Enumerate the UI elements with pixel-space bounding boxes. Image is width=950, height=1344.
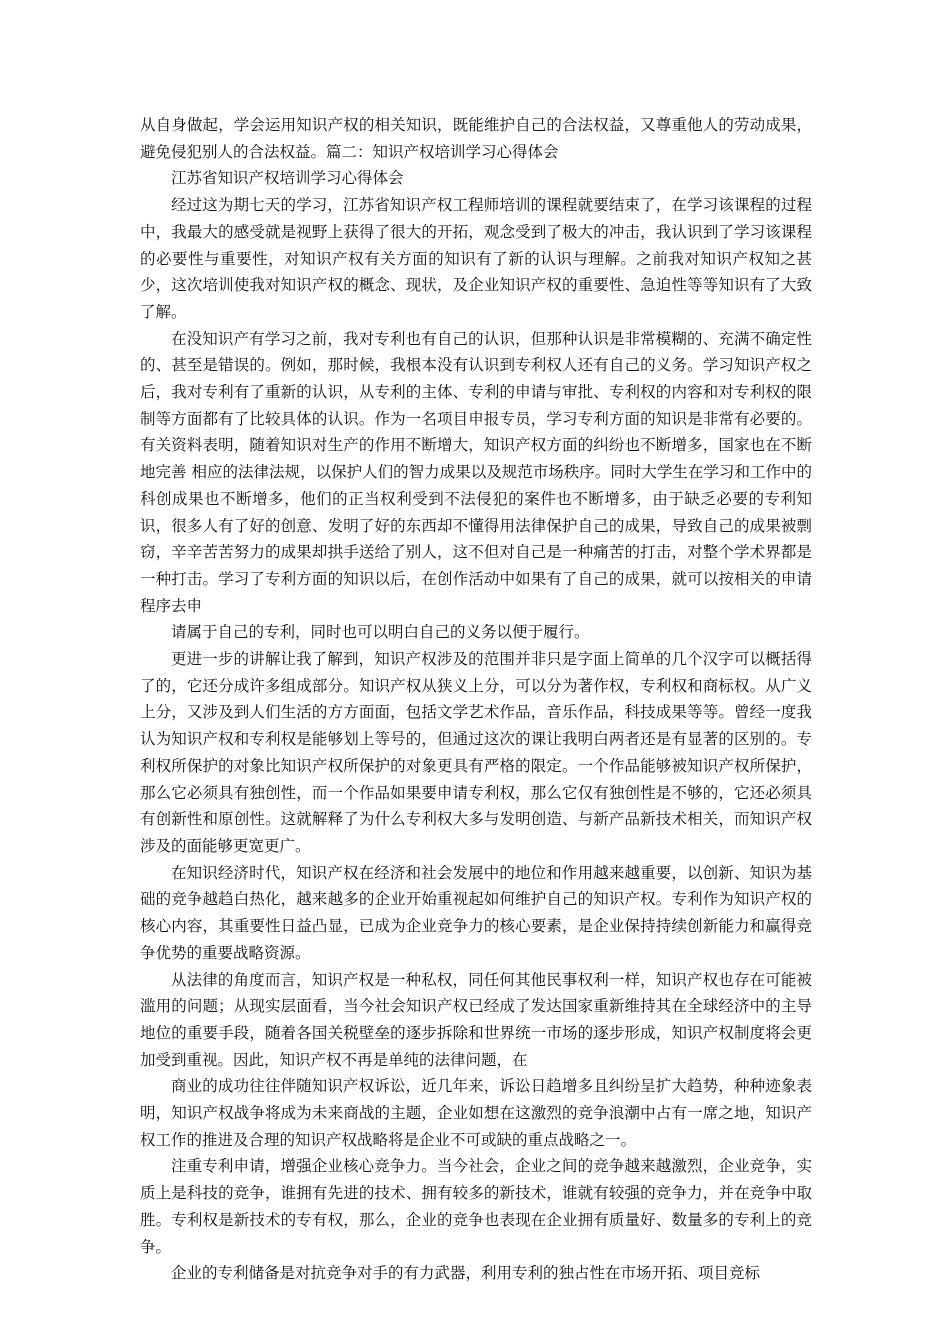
paragraph-9: 商业的成功往往伴随知识产权诉讼，近几年来，诉讼日趋增多且纠纷呈扩大趋势，种种迹象表明，知识产权战争将成为未来商战的主题，企业如想在这激烈的竞争浪潮中占有一席之地，知识产权工作的推进及合理的知识产权战略将是企业不可或缺的重点战略之一。 bbox=[140, 1077, 812, 1149]
paragraph-11: 企业的专利储备是对抗竞争对手的有力武器，利用专利的独占性在市场开拓、项目竞标 bbox=[171, 1264, 761, 1283]
paragraph-5: 请属于自己的专利，同时也可以明白自己的义务以便于履行。 bbox=[171, 623, 590, 642]
paragraph-4: 在没知识产有学习之前，我对专利也有自己的认识，但那种认识是非常模糊的、充满不确定性的、甚至是错误的。例如，那时候，我根本没有认识到专利权人还有自己的义务。学习知识产权之后，我对专利有了重新的认识，从专利的主体、专利的申请与审批、专利权的内容和对专利权的限制等方面都有了比较具体的认识。作为一名项目申报专员，学习专利方面的知识是非常有必要的。有关资料表明，随着知识对生产的作用不断增大，知识产权方面的纠纷也不断增多，国家也在不断地完善 相应的法律法规，以保护人们的智力成果以及规范市场秩序。同时大学生在学习和工作中的科创成果也不断增多，他们的正当权利受到不法侵犯的案件也不断增多，由于缺乏必要的专利知识，很多人有了好的创意、发明了好的东西却不懂得用法律保护自己的成果，导致自己的成果被剽窃，辛辛苦苦努力的成果却拱手送给了别人，这不但对自己是一种痛苦的打击，对整个学术界都是一种打击。学习了专利方面的知识以后，在创作活动中如果有了自己的成果，就可以按相关的申请程序去申 bbox=[140, 329, 812, 615]
paragraph-1: 从自身做起，学会运用知识产权的相关知识，既能维护自己的合法权益，又尊重他人的劳动成果，避免侵犯别人的合法权益。篇二：知识产权培训学习心得体会 bbox=[140, 116, 812, 161]
paragraph-7: 在知识经济时代，知识产权在经济和社会发展中的地位和作用越来越重要，以创新、知识为基础的竞争越趋白热化，越来越多的企业开始重视起如何维护自己的知识产权。专利作为知识产权的核心内容，其重要性日益凸显，已成为企业竞争力的核心要素，是企业保持持续创新能力和赢得竞争优势的重要战略资源。 bbox=[140, 863, 812, 962]
paragraph-6: 更进一步的讲解让我了解到，知识产权涉及的范围并非只是字面上简单的几个汉字可以概括得了的，它还分成许多组成部分。知识产权从狭义上分，可以分为著作权，专利权和商标权。从广义上分，又涉及到人们生活的方方面面，包括文学艺术作品，音乐作品，科技成果等等。曾经一度我认为知识产权和专利权是能够划上等号的，但通过这次的课让我明白两者还是有显著的区别的。专利权所保护的对象比知识产权所保护的对象更具有严格的限定。一个作品能够被知识产权所保护，那么它必须具有独创性，而一个作品如果要申请专利权，那么它仅有独创性是不够的，它还必须具有创新性和原创性。这就解释了为什么专利权大多与发明创造、与新产品新技术相关，而知识产权涉及的面能够更宽更广。 bbox=[140, 650, 812, 855]
paragraph-8: 从法律的角度而言，知识产权是一种私权，同任何其他民事权利一样，知识产权也存在可能被滥用的问题；从现实层面看，当今社会知识产权已经成了发达国家重新维持其在全球经济中的主导地位的重要手段，随着各国关税壁垒的逐步拆除和世界统一市场的逐步形成，知识产权制度将会更加受到重视。因此，知识产权不再是单纯的法律问题，在 bbox=[140, 970, 812, 1069]
paragraph-10: 注重专利申请，增强企业核心竞争力。当今社会，企业之间的竞争越来越激烈，企业竞争，实质上是科技的竞争，谁拥有先进的技术、拥有较多的新技术，谁就有较强的竞争力，并在竞争中取胜。专利权是新技术的专有权，那么，企业的竞争也表现在企业拥有质量好、数量多的专利上的竞争。 bbox=[140, 1157, 812, 1256]
paragraph-3: 经过这为期七天的学习，江苏省知识产权工程师培训的课程就要结束了，在学习该课程的过程中，我最大的感受就是视野上获得了很大的开拓，观念受到了极大的冲击，我认识到了学习该课程的必要性与重要性，对知识产权有关方面的知识有了新的认识与理解。之前我对知识产权知之甚少，这次培训使我对知识产权的概念、现状，及企业知识产权的重要性、急迫性等等知识有了大致了解。 bbox=[140, 196, 812, 321]
document-body bbox=[140, 112, 812, 1287]
paragraph-title: 江苏省知识产权培训学习心得体会 bbox=[171, 169, 404, 188]
